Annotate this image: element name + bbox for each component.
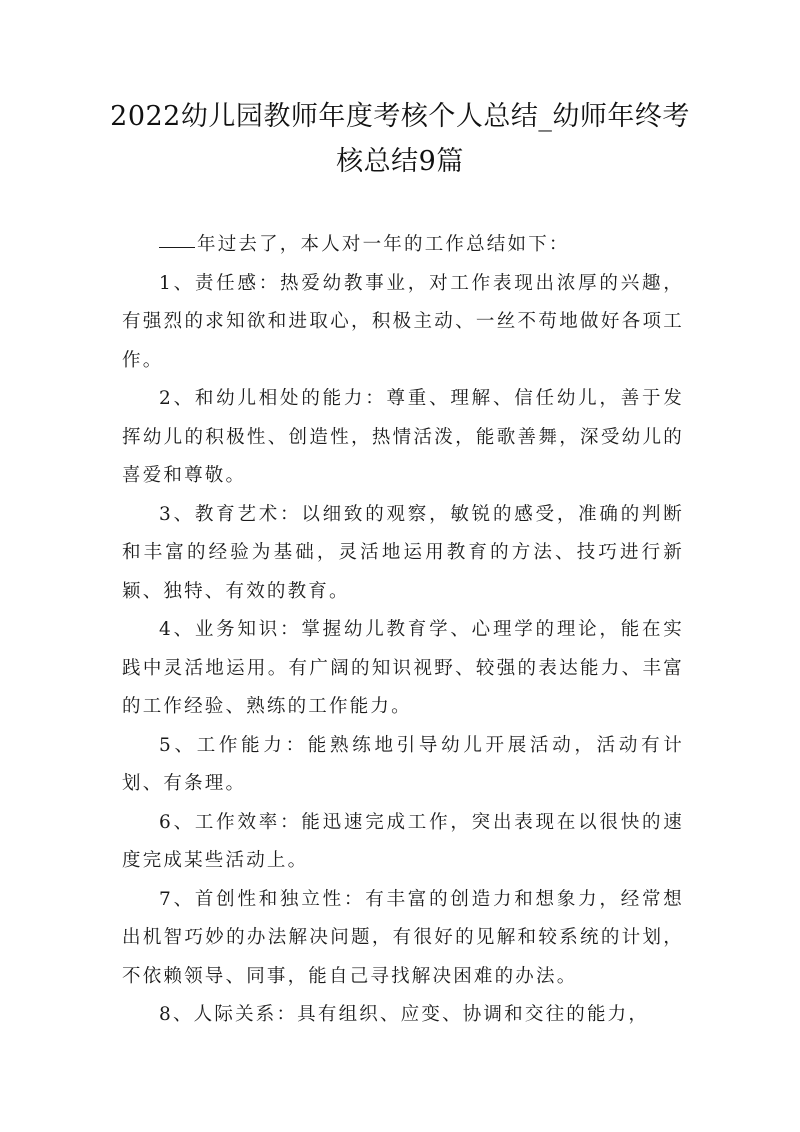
paragraph-1: 1、责任感：热爱幼教事业，对工作表现出浓厚的兴趣，有强烈的求知欲和进取心，积极主动、一丝不苟地做好各项工作。 [122, 272, 684, 371]
paragraph-7: 7、首创性和独立性：有丰富的创造力和想象力，经常想出机智巧妙的办法解决问题，有很好的见解和较系统的计划，不依赖领导、同事，能自己寻找解决困难的办法。 [122, 888, 684, 987]
paragraph-8: 8、人际关系：具有组织、应变、协调和交往的能力， [159, 1004, 650, 1025]
paragraph-6: 6、工作效率：能迅速完成工作，突出表现在以很快的速度完成某些活动上。 [122, 811, 684, 871]
paragraph-4: 4、业务知识：掌握幼儿教育学、心理学的理论，能在实践中灵活地运用。有广阔的知识视野、较强的表达能力、丰富的工作经验、熟练的工作能力。 [122, 619, 684, 717]
paragraph-3: 3、教育艺术：以细致的观察，敏锐的感受，准确的判断和丰富的经验为基础，灵活地运用教育的方法、技巧进行新颖、独特、有效的教育。 [122, 503, 684, 602]
intro-paragraph [122, 226, 684, 265]
fill-in-blank [159, 246, 195, 248]
intro-text: 年过去了，本人对一年的工作总结如下： [197, 234, 570, 255]
document-title: 2022幼儿园教师年度考核个人总结_幼师年终考核总结9篇 [110, 101, 690, 177]
paragraph-5: 5、工作能力：能熟练地引导幼儿开展活动，活动有计划、有条理。 [122, 734, 684, 794]
document-body [122, 226, 684, 1035]
paragraph-2: 2、和幼儿相处的能力：尊重、理解、信任幼儿，善于发挥幼儿的积极性、创造性，热情活泼，能歌善舞，深受幼儿的喜爱和尊敬。 [122, 388, 684, 486]
